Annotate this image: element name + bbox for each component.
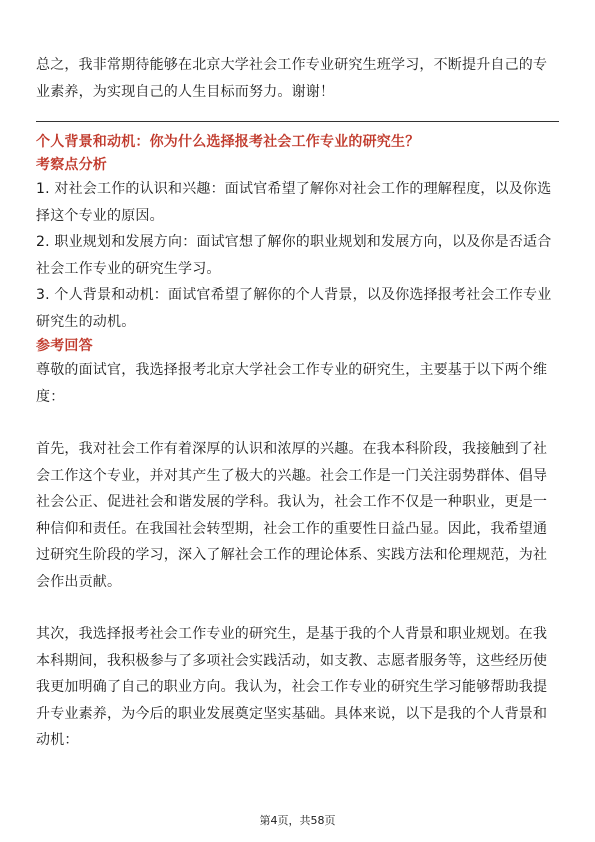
intro-paragraph: 总之，我非常期待能够在北京大学社会工作专业研究生班学习，不断提升自己的专业素养，为实现自己的人生目标而努力。谢谢！	[36, 57, 548, 100]
question-heading: 个人背景和动机：你为什么选择报考社会工作专业的研究生？	[36, 134, 420, 150]
answer-label: 参考回答	[36, 338, 93, 354]
page-footer: 第4页，共58页	[259, 814, 336, 827]
paragraph-spacer	[36, 595, 559, 621]
analysis-label: 考察点分析	[36, 157, 107, 173]
analysis-point-2: 2. 职业规划和发展方向：面试官想了解你的职业规划和发展方向，以及你是否适合社会工作专业的研究生学习。	[36, 234, 552, 277]
answer-greeting: 尊敬的面试官，我选择报考北京大学社会工作专业的研究生，主要基于以下两个维度：	[36, 362, 548, 405]
analysis-point-3: 3. 个人背景和动机：面试官希望了解你的个人背景，以及你选择报考社会工作专业研究生的动机。	[36, 287, 552, 330]
analysis-point-1: 1. 对社会工作的认识和兴趣：面试官希望了解你对社会工作的理解程度，以及你选择这个专业的原因。	[36, 181, 552, 224]
answer-paragraph-1: 首先，我对社会工作有着深厚的认识和浓厚的兴趣。在我本科阶段，我接触到了社会工作这个专业，并对其产生了极大的兴趣。社会工作是一门关注弱势群体、倡导社会公正、促进社会和谐发展的学科。我认为，社会工作不仅是一种职业，更是一种信仰和责任。在我国社会转型期，社会工作的重要性日益凸显。因此，我希望通过研究生阶段的学习，深入了解社会工作的理论体系、实践方法和伦理规范，为社会作出贡献。	[36, 441, 548, 590]
document-page	[36, 52, 559, 754]
section-divider	[36, 121, 559, 122]
paragraph-spacer	[36, 410, 559, 436]
answer-paragraph-2: 其次，我选择报考社会工作专业的研究生，是基于我的个人背景和职业规划。在我本科期间，我积极参与了多项社会实践活动，如支教、志愿者服务等，这些经历使我更加明确了自己的职业方向。我认为，社会工作专业的研究生学习能够帮助我提升专业素养，为今后的职业发展奠定坚实基础。具体来说，以下是我的个人背景和动机：	[36, 626, 548, 748]
